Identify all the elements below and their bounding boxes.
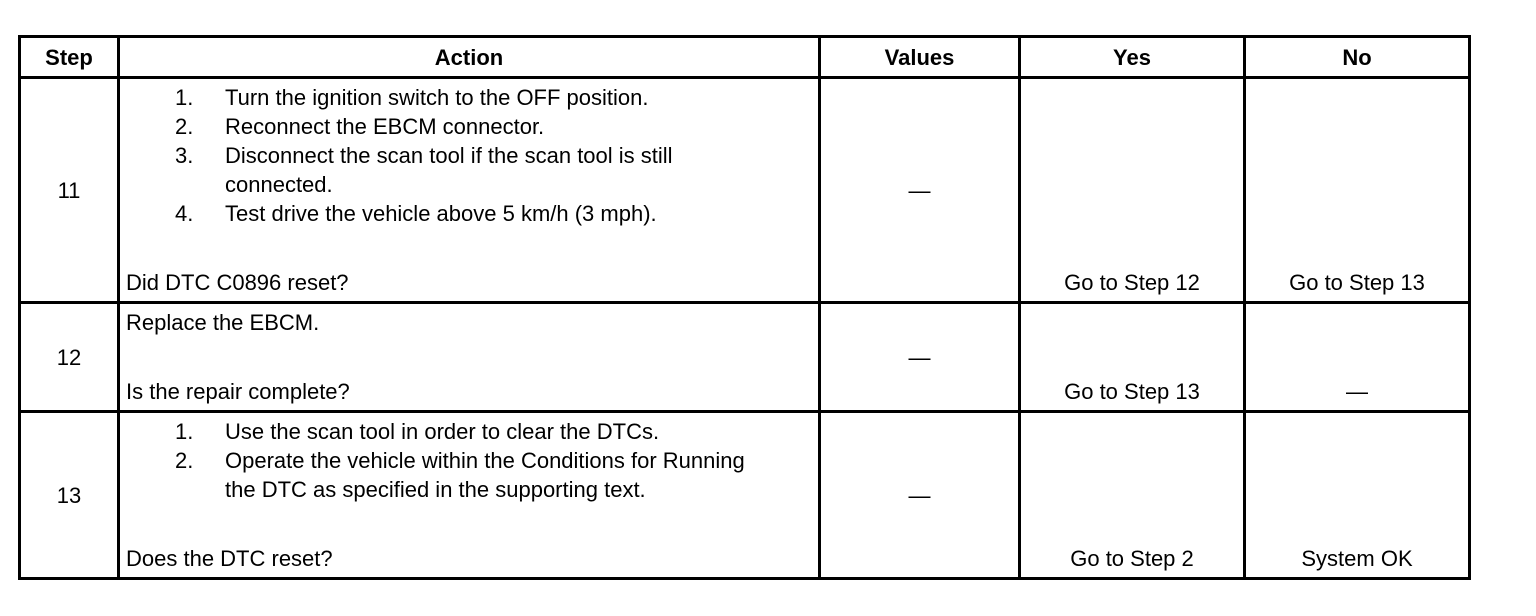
no-cell bbox=[1245, 303, 1470, 412]
action-question: Did DTC C0896 reset? bbox=[126, 270, 349, 295]
action-step bbox=[120, 83, 745, 112]
step-text: Test drive the vehicle above 5 km/h (3 mph). bbox=[225, 201, 657, 226]
yes-cell bbox=[1020, 78, 1245, 303]
action-step bbox=[120, 112, 745, 141]
step-index: 1. bbox=[175, 85, 194, 110]
action-step bbox=[120, 417, 745, 446]
step-index: 2. bbox=[175, 448, 194, 473]
no-cell bbox=[1245, 78, 1470, 303]
header-yes: Yes bbox=[1020, 37, 1245, 78]
step-number: 13 bbox=[20, 412, 119, 579]
values-cell: — bbox=[820, 78, 1020, 303]
table-row-step-12 bbox=[20, 303, 1470, 412]
values-cell: — bbox=[820, 412, 1020, 579]
yes-cell bbox=[1020, 412, 1245, 579]
no-cell bbox=[1245, 412, 1470, 579]
header-row bbox=[20, 37, 1470, 78]
action-steps-list bbox=[120, 413, 818, 504]
table-row-step-11 bbox=[20, 78, 1470, 303]
yes-result: Go to Step 13 bbox=[1064, 379, 1200, 404]
yes-result: Go to Step 12 bbox=[1064, 270, 1200, 295]
step-index: 3. bbox=[175, 143, 194, 168]
no-result: System OK bbox=[1301, 546, 1413, 571]
yes-cell bbox=[1020, 303, 1245, 412]
step-index: 1. bbox=[175, 419, 194, 444]
action-cell bbox=[119, 303, 820, 412]
step-text: Operate the vehicle within the Conditions for Running the DTC as specified in the supporting text. bbox=[225, 448, 745, 502]
action-question: Is the repair complete? bbox=[126, 379, 350, 404]
header-action: Action bbox=[119, 37, 820, 78]
step-number: 11 bbox=[20, 78, 119, 303]
header-values: Values bbox=[820, 37, 1020, 78]
step-text: Use the scan tool in order to clear the DTCs. bbox=[225, 419, 660, 444]
header-no: No bbox=[1245, 37, 1470, 78]
yes-result: Go to Step 2 bbox=[1070, 546, 1194, 571]
no-result: — bbox=[1346, 379, 1368, 404]
action-question: Does the DTC reset? bbox=[126, 546, 333, 571]
values-cell: — bbox=[820, 303, 1020, 412]
action-steps-list bbox=[120, 79, 818, 228]
action-step bbox=[120, 446, 745, 504]
header-step: Step bbox=[20, 37, 119, 78]
action-cell bbox=[119, 412, 820, 579]
step-index: 2. bbox=[175, 114, 194, 139]
action-instruction: Replace the EBCM. bbox=[126, 310, 320, 335]
no-result: Go to Step 13 bbox=[1289, 270, 1425, 295]
table-row-step-13 bbox=[20, 412, 1470, 579]
step-text: Turn the ignition switch to the OFF position. bbox=[225, 85, 649, 110]
action-step bbox=[120, 199, 745, 228]
step-index: 4. bbox=[175, 201, 194, 226]
diagnostic-table bbox=[18, 35, 1471, 580]
action-cell bbox=[119, 78, 820, 303]
action-step bbox=[120, 141, 745, 199]
step-text: Reconnect the EBCM connector. bbox=[225, 114, 545, 139]
step-text: Disconnect the scan tool if the scan tool is still connected. bbox=[225, 143, 673, 197]
step-number: 12 bbox=[20, 303, 119, 412]
